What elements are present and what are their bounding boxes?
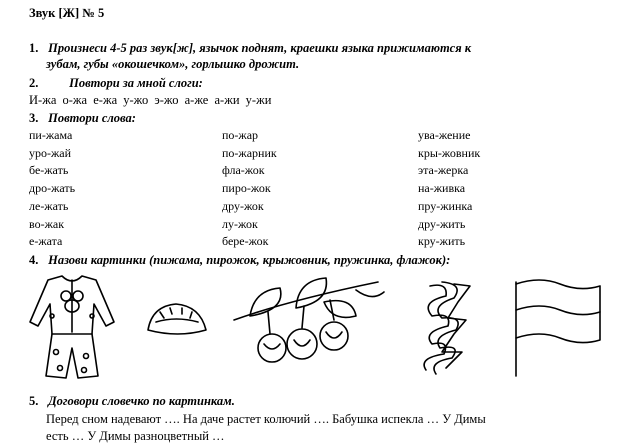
syllable: а-жи (214, 93, 240, 107)
task-1-text-line-2: зубам, губы «окошечком», горлышко дрожит. (46, 57, 300, 71)
word-item: по-жар (222, 128, 259, 142)
word-item: дро-жать (29, 181, 76, 196)
word-item: фла-жок (222, 163, 265, 178)
word-item: кры-жовник (418, 145, 481, 160)
words-column-3 (418, 127, 480, 251)
syllable: И-жа (29, 93, 57, 107)
words-column-1 (29, 127, 75, 251)
pie-icon (148, 304, 206, 334)
syllables-row (29, 93, 271, 108)
gooseberry-icon (234, 278, 384, 362)
page-title: Звук [Ж] № 5 (29, 6, 105, 20)
task-2-number: 2. (29, 76, 39, 90)
syllable: о-жа (62, 93, 88, 107)
syllable: э-жо (154, 93, 179, 107)
task-5-text: Договори словечко по картинкам. (48, 394, 235, 408)
task-5-body-line-2: есть … У Димы разноцветный … (46, 429, 225, 443)
task-2-heading (29, 75, 203, 91)
task-2-text: Повтори за мной слоги: (69, 76, 203, 90)
task-1-line-2 (46, 56, 299, 72)
task-3-number: 3. (29, 111, 39, 125)
task-5-body (46, 411, 626, 445)
word-item: ле-жать (29, 198, 69, 213)
task-4-heading (29, 252, 450, 268)
syllable: е-жа (93, 93, 118, 107)
word-item: дру-жок (222, 198, 264, 213)
word-item: во-жак (29, 216, 65, 231)
task-4-number: 4. (29, 253, 39, 267)
task-1-number: 1. (29, 41, 39, 55)
task-5-body-line-1: Перед сном надевают …. На даче растет колючий …. Бабушка испекла … У Димы (46, 412, 486, 426)
flag-icon (516, 280, 600, 376)
words-column-2 (222, 127, 277, 251)
syllable: у-жо (123, 93, 149, 107)
word-item: лу-жок (222, 216, 258, 231)
word-item: пру-жинка (418, 198, 473, 213)
word-item: бере-жок (222, 234, 269, 249)
word-item: кру-жить (418, 234, 466, 249)
task-1-line-1 (29, 40, 471, 56)
word-item: пи-жама (29, 128, 73, 142)
word-item: уро-жай (29, 145, 72, 160)
word-item: бе-жать (29, 163, 69, 178)
spring-icon (424, 282, 470, 374)
word-item: е-жата (29, 234, 63, 249)
word-item: по-жарник (222, 145, 277, 160)
task-1-text-line-1: Произнеси 4-5 раз звук[ж], язычок поднят, краешки языка прижимаются к (48, 41, 472, 55)
word-item: ува-жение (418, 128, 471, 142)
pajama-icon (30, 276, 114, 378)
word-item: дру-жить (418, 216, 466, 231)
word-item: на-живка (418, 181, 466, 196)
syllable: а-же (184, 93, 209, 107)
task-3-heading (29, 110, 136, 126)
pictures-row (0, 272, 633, 382)
word-item: эта-жерка (418, 163, 469, 178)
task-4-text: Назови картинки (пижама, пирожок, крыжовник, пружинка, флажок): (48, 253, 451, 267)
syllable: у-жи (245, 93, 272, 107)
task-5-heading (29, 393, 235, 409)
task-3-text: Повтори слова: (48, 111, 136, 125)
task-5-number: 5. (29, 394, 39, 408)
word-item: пиро-жок (222, 181, 271, 196)
